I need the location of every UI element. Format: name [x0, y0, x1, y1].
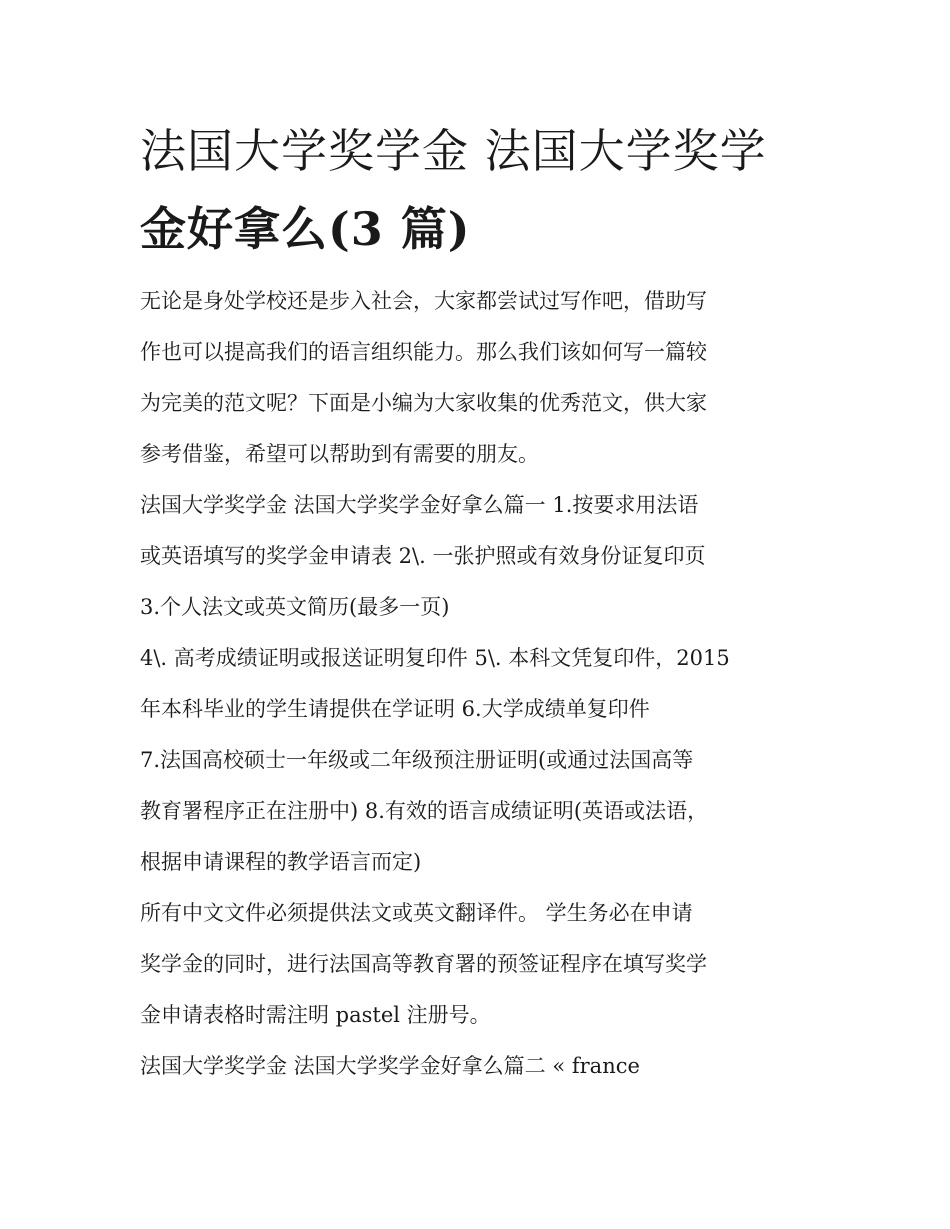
text-line: 为完美的范文呢？下面是小编为大家收集的优秀范文，供大家: [140, 391, 707, 415]
text-line: 3.个人法文或英文简历(最多一页): [140, 595, 450, 619]
paragraph-requirements-b: [140, 735, 816, 888]
text-line: 法国大学奖学金 法国大学奖学金好拿么篇二 « france: [140, 1054, 640, 1078]
text-line: 教育署程序正在注册中) 8.有效的语言成绩证明(英语或法语，: [140, 799, 709, 823]
text-line: 奖学金的同时，进行法国高等教育署的预签证程序在填写奖学: [140, 952, 707, 976]
paragraph-part-two: [140, 1041, 816, 1092]
title-line-2: [140, 190, 816, 268]
text-line: 年本科毕业的学生请提供在学证明 6.大学成绩单复印件: [140, 697, 650, 721]
paragraph-intro: [140, 276, 816, 480]
text-line: 4\. 高考成绩证明或报送证明复印件 5\. 本科文凭复印件，2015: [140, 646, 730, 670]
text-line: 所有中文文件必须提供法文或英文翻译件。 学生务必在申请: [140, 901, 693, 925]
document-title: [140, 112, 816, 268]
text-line: 参考借鉴，希望可以帮助到有需要的朋友。: [140, 442, 539, 466]
text-line: 金申请表格时需注明 pastel 注册号。: [140, 1003, 491, 1027]
text-line: 根据申请课程的教学语言而定): [140, 850, 422, 874]
text-line: 法国大学奖学金 法国大学奖学金好拿么篇一 1.按要求用法语: [140, 493, 699, 517]
paragraph-requirements-a: [140, 633, 816, 735]
text-line: 无论是身处学校还是步入社会，大家都尝试过写作吧，借助写: [140, 289, 707, 313]
title-line-1: 法国大学奖学金 法国大学奖学: [140, 124, 767, 178]
text-line: 或英语填写的奖学金申请表 2\. 一张护照或有效身份证复印页: [140, 544, 706, 568]
document-page: [140, 112, 816, 1092]
paragraph-translation-note: [140, 888, 816, 1041]
paragraph-part-one: [140, 480, 816, 633]
text-line: 7.法国高校硕士一年级或二年级预注册证明(或通过法国高等: [140, 748, 694, 772]
text-line: 作也可以提高我们的语言组织能力。那么我们该如何写一篇较: [140, 340, 707, 364]
title-line-2-text: 金好拿么(3 篇): [140, 202, 471, 256]
